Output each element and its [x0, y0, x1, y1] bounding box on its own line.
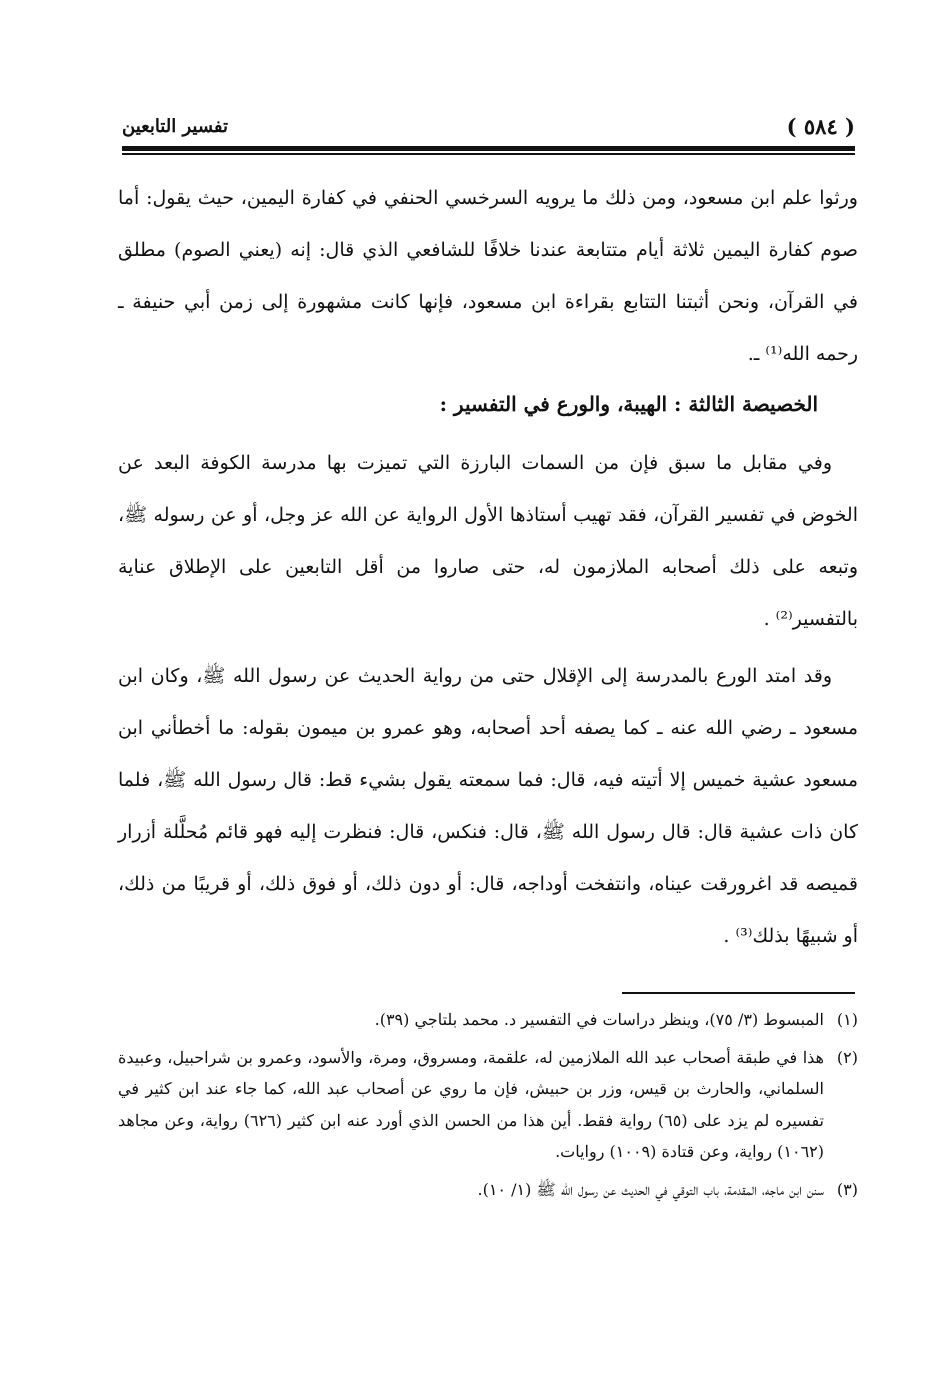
footnote-text: هذا في طبقة أصحاب عبد الله الملازمين له، علقمة، ومسروق، ومرة، والأسود، وعمرو بن شراحبيل، وعبيدة السلماني، والحارث بن قيس، وزر بن حبيش، فإن ما روي عن أصحاب عبد الله، كما جاء عند ابن كثير في تفسيره لم يزد على (٦٥) رواية فقط. أين هذا من الحسن الذي أورد عنه ابن كثير (٦٢٦) رواية، وعن مجاهد (١٠٦٢) رواية، وعن قتادة (١٠٠٩) روايات. — [118, 1047, 825, 1161]
paragraph-1: ورثوا علم ابن مسعود، ومن ذلك ما يرويه السرخسي الحنفي في كفارة اليمين، حيث يقول: أما صوم كفارة اليمين ثلاثة أيام متتابعة عندنا خلافًا للشافعي الذي قال: إنه (يعني الصوم) مطلق في القرآن، ونحن أثبتنا التتابع بقراءة ابن مسعود، فإنها كانت مشهورة إلى زمن أبي حنيفة ـ رحمه الله⁽¹⁾ ـ. — [118, 187, 858, 365]
page-header — [122, 110, 855, 146]
footnote-number: (١) — [836, 1010, 858, 1029]
footnote-number: (٣) — [836, 1179, 858, 1199]
footnote-separator — [622, 992, 855, 994]
footnotes — [118, 1004, 858, 1211]
footnote — [118, 1004, 858, 1036]
page-number: ( ٥٨٤ ) — [786, 114, 855, 139]
header-rule-thick — [122, 146, 855, 151]
section-heading: الخصيصة الثالثة : الهيبة، والورع في التفسير : — [439, 392, 818, 416]
footnote-text: سنن ابن ماجه، المقدمة، باب التوقي في الحديث عن رسول الله ﷺ (١/ ١٠). — [477, 1179, 824, 1199]
running-title: تفسير التابعين — [122, 116, 229, 137]
footnote — [118, 1042, 858, 1168]
footnote-number: (٢) — [836, 1047, 858, 1067]
paragraph-3: وقد امتد الورع بالمدرسة إلى الإقلال حتى من رواية الحديث عن رسول الله ﷺ، وكان ابن مسعود ـ رضي الله عنه ـ كما يصفه أحد أصحابه، وهو عمرو بن ميمون بقوله: ما أخطأني ابن مسعود عشية خميس إلا أتيته فيه، قال: فما سمعته يقول بشيء قط: قال رسول الله ﷺ، فلما كان ذات عشية قال: قال رسول الله ﷺ، قال: فنكس، قال: فنظرت إليه فهو قائم مُحلَّلة أزرار قميصه قد اغرورقت عيناه، وانتفخت أوداجه، قال: أو دون ذلك، أو فوق ذلك، أو قريبًا من ذلك، أو شبيهًا بذلك⁽³⁾ . — [118, 665, 858, 947]
paragraph-2: وفي مقابل ما سبق فإن من السمات البارزة التي تميزت بها مدرسة الكوفة البعد عن الخوض في تفسير القرآن، فقد تهيب أستاذها الأول الرواية عن الله عز وجل، أو عن رسوله ﷺ، وتبعه على ذلك أصحابه الملازمون له، حتى صاروا من أقل التابعين على الإطلاق عناية بالتفسير⁽²⁾ . — [118, 452, 858, 630]
footnote — [118, 1174, 858, 1206]
footnote-text: المبسوط (٣/ ٧٥)، وينظر دراسات في التفسير د. محمد بلتاجي (٣٩). — [374, 1010, 824, 1029]
header-rule-thin — [122, 153, 855, 155]
